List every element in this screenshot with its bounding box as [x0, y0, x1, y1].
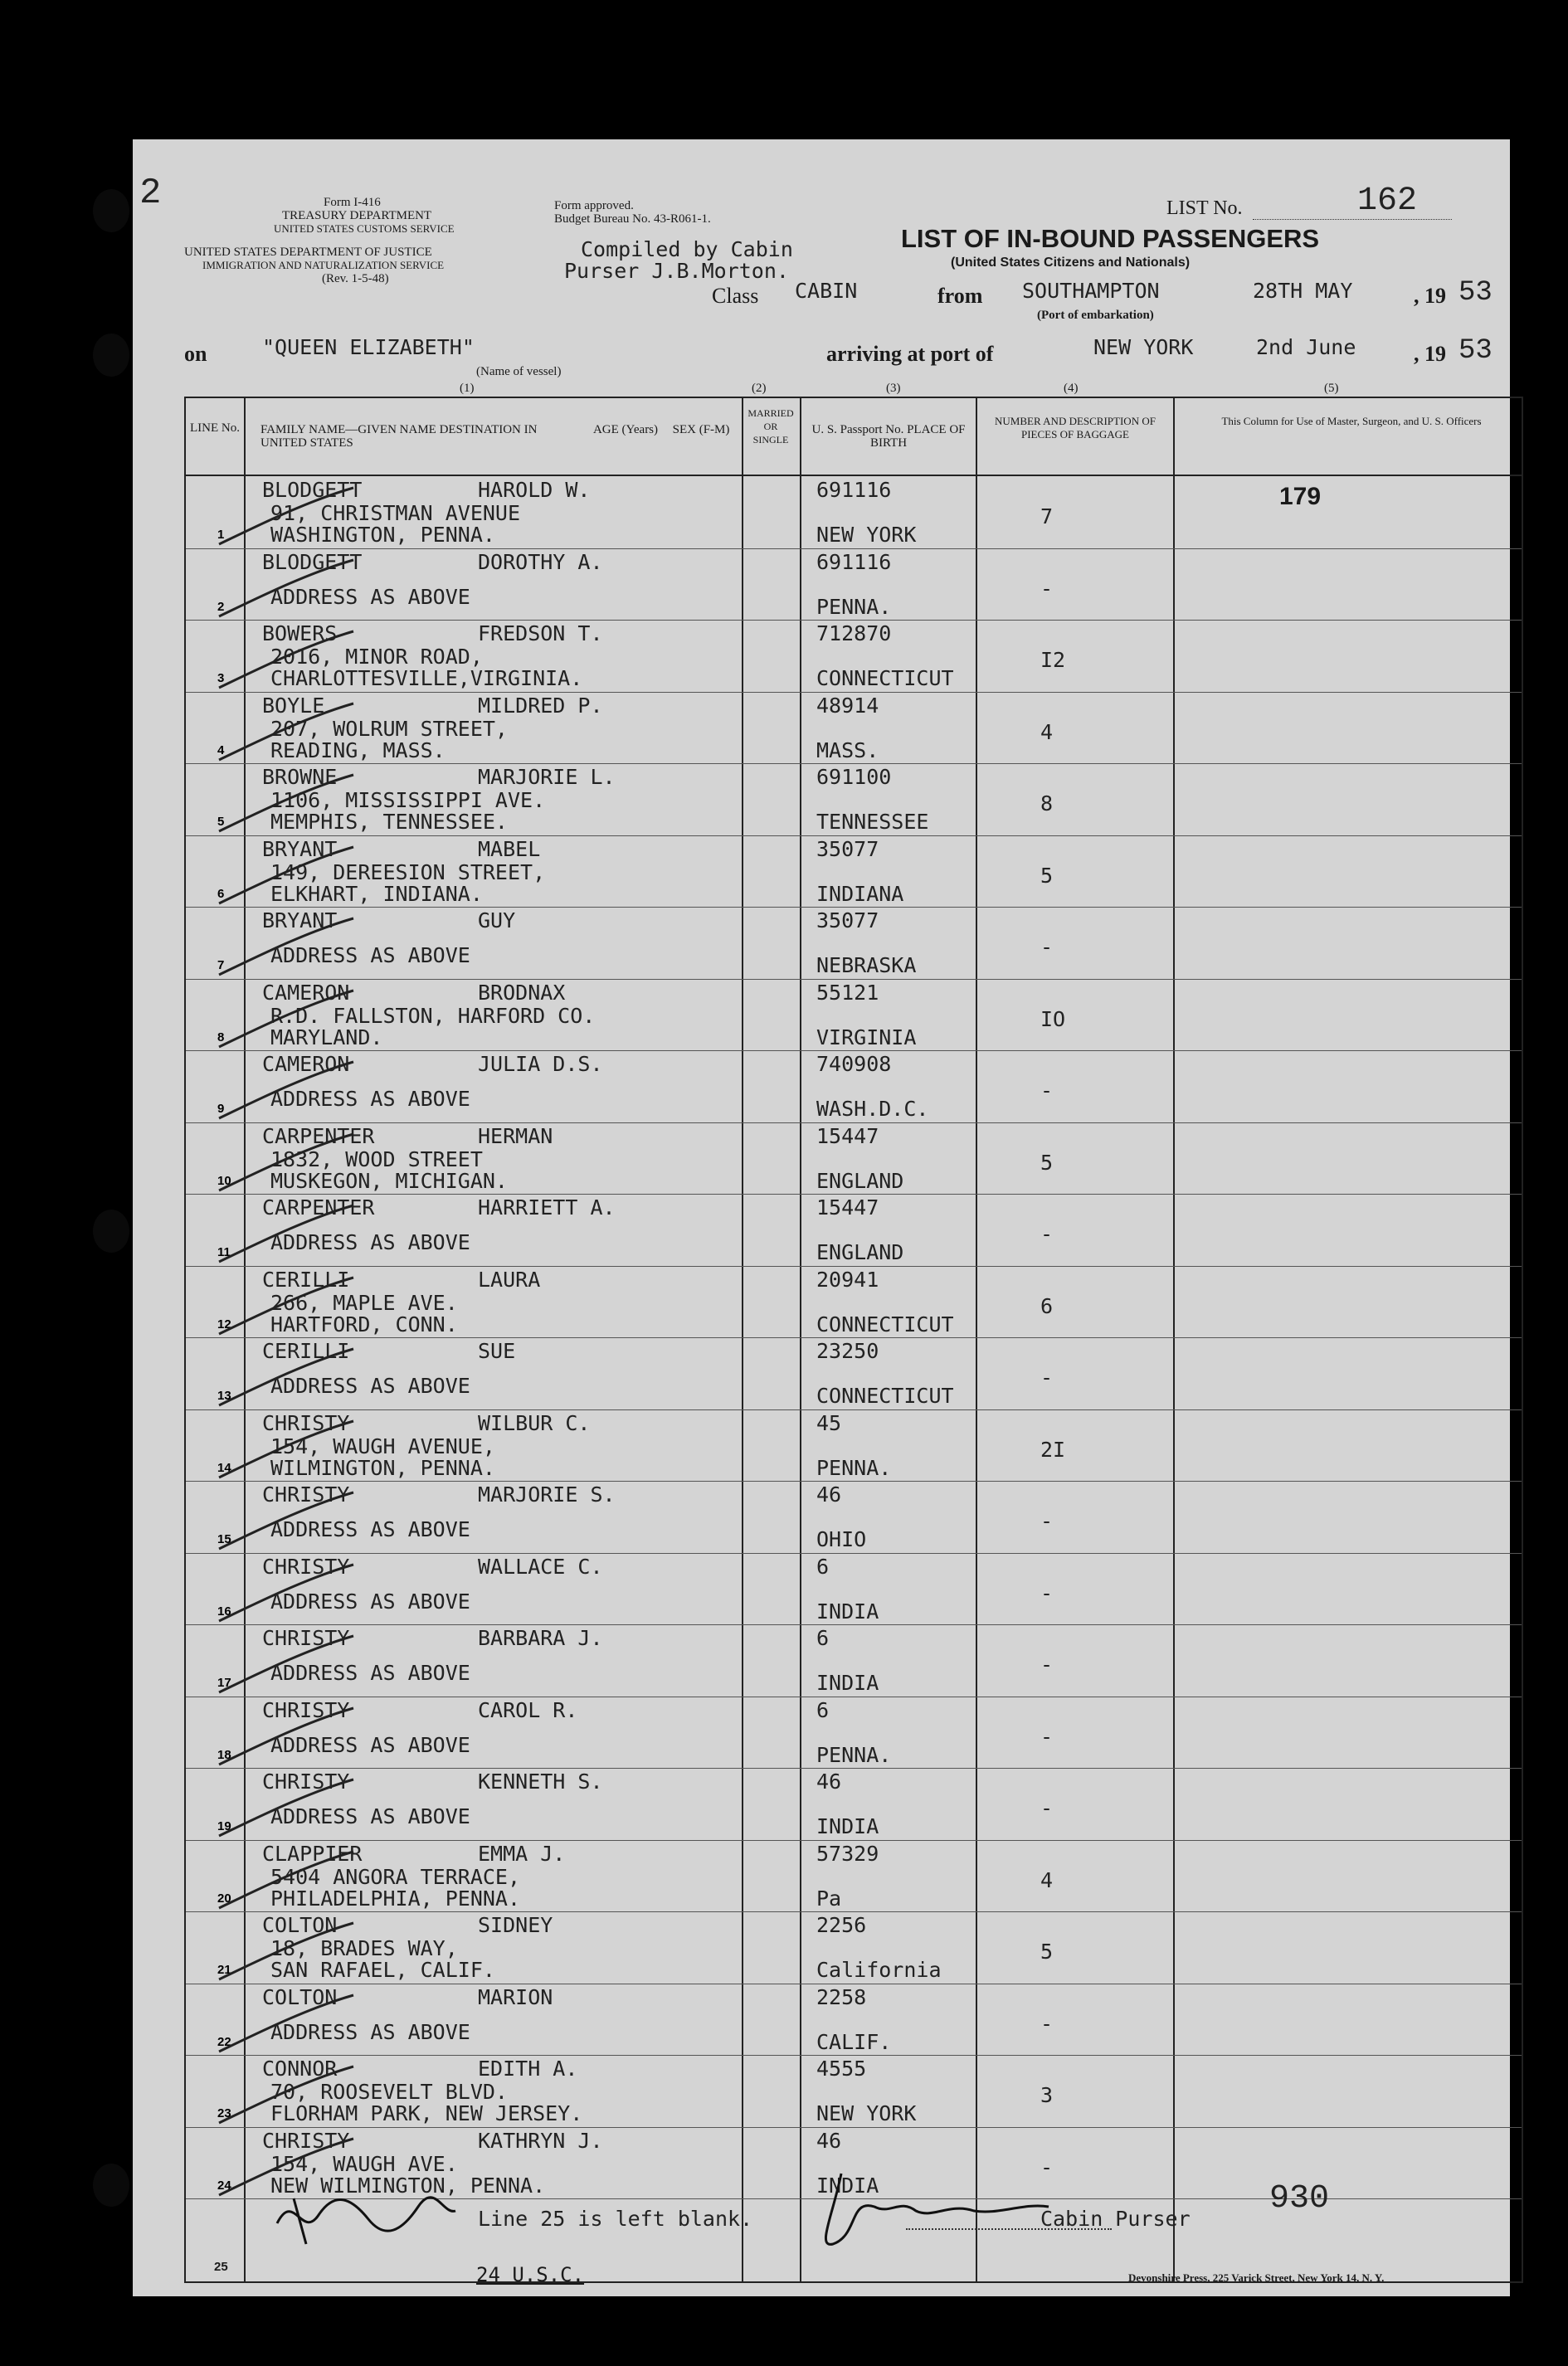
- code-reference: 24 U.S.C.: [476, 2263, 585, 2286]
- passport-number: 45: [816, 1410, 842, 1435]
- line-number: 15: [217, 1532, 231, 1546]
- address-line-2: MEMPHIS, TENNESSEE.: [270, 810, 508, 834]
- passport-number: 2258: [816, 1984, 867, 2009]
- dept-treasury: TREASURY DEPARTMENT: [282, 209, 432, 222]
- baggage-count: -: [1040, 1796, 1054, 1820]
- line-number: 20: [217, 1891, 231, 1906]
- baggage-count: -: [1040, 576, 1054, 601]
- col-header-sex: SEX (F-M): [672, 423, 730, 436]
- table-row: [186, 1768, 1522, 1840]
- signature-role: Cabin Purser: [1040, 2207, 1191, 2231]
- check-mark-icon: [216, 915, 357, 981]
- given-name: MILDRED P.: [478, 693, 603, 718]
- col-header-line: LINE No.: [190, 421, 240, 435]
- vessel-name: "QUEEN ELIZABETH": [262, 335, 475, 359]
- list-no-value: 162: [1357, 183, 1418, 220]
- baggage-count: -: [1040, 2011, 1054, 2036]
- line-number: 2: [217, 599, 225, 614]
- given-name: DOROTHY A.: [478, 549, 603, 574]
- officer-signature: [269, 2182, 460, 2248]
- place-of-birth: CALIF.: [816, 2029, 892, 2054]
- place-of-birth: CONNECTICUT: [816, 1312, 954, 1336]
- check-mark-icon: [216, 1418, 357, 1484]
- address-line-1: 154, WAUGH AVE.: [270, 2151, 458, 2176]
- family-name: COLTON: [262, 1913, 338, 1937]
- baggage-count: I2: [1040, 648, 1066, 672]
- baggage-count: -: [1040, 1222, 1054, 1246]
- baggage-count: -: [1040, 1580, 1054, 1605]
- col-header-officers: This Column for Use of Master, Surgeon, and U. S. Officers: [1221, 415, 1482, 427]
- dept-justice: UNITED STATES DEPARTMENT OF JUSTICE: [184, 246, 432, 259]
- from-label: from: [937, 284, 983, 308]
- family-name: CHRISTY: [262, 1482, 350, 1507]
- customs-service: UNITED STATES CUSTOMS SERVICE: [274, 222, 455, 235]
- year-prefix-2: , 19: [1414, 342, 1446, 366]
- class-value: CABIN: [795, 279, 858, 303]
- table-row: [186, 1624, 1522, 1697]
- baggage-count: 6: [1040, 1293, 1054, 1318]
- family-name: BLODGETT: [262, 549, 363, 574]
- line-25-note: Line 25 is left blank.: [478, 2207, 753, 2231]
- table-row: [186, 548, 1522, 621]
- check-mark-icon: [216, 844, 357, 910]
- given-name: HAROLD W.: [478, 478, 591, 502]
- passport-number: 46: [816, 2128, 842, 2153]
- passport-number: 46: [816, 1770, 842, 1794]
- col-num-1: (1): [460, 382, 475, 395]
- given-name: KENNETH S.: [478, 1770, 603, 1794]
- table-row: [186, 692, 1522, 764]
- address-line-2: MUSKEGON, MICHIGAN.: [270, 1168, 508, 1193]
- address-line-2: WASHINGTON, PENNA.: [270, 523, 495, 547]
- list-no-line: [1253, 219, 1452, 220]
- address-line-2: ELKHART, INDIANA.: [270, 881, 483, 906]
- family-name: CARPENTER: [262, 1123, 375, 1148]
- baggage-count: 5: [1040, 1940, 1054, 1964]
- passport-number: 15447: [816, 1195, 879, 1220]
- col-header-passport: U. S. Passport No. PLACE OF BIRTH: [811, 423, 966, 450]
- passenger-table: [184, 397, 1523, 2283]
- address-line-1: ADDRESS AS ABOVE: [270, 2019, 470, 2044]
- address-line-2: SAN RAFAEL, CALIF.: [270, 1958, 495, 1982]
- baggage-count: 5: [1040, 863, 1054, 888]
- col-header-name: FAMILY NAME—GIVEN NAME DESTINATION IN UNITED STATES: [261, 423, 538, 450]
- passport-number: 23250: [816, 1339, 879, 1363]
- check-mark-icon: [216, 628, 357, 694]
- arriving-label: arriving at port of: [826, 342, 994, 366]
- table-row: [186, 1337, 1522, 1409]
- line-number: 5: [217, 815, 225, 829]
- family-name: BROWNE: [262, 765, 338, 789]
- passport-number: 46: [816, 1482, 842, 1507]
- address-line-1: 1832, WOOD STREET: [270, 1146, 483, 1171]
- place-of-birth: OHIO: [816, 1527, 867, 1551]
- family-name: CAMERON: [262, 1052, 350, 1076]
- punch-hole: [93, 333, 129, 377]
- address-line-1: ADDRESS AS ABOVE: [270, 1804, 470, 1828]
- table-row: [186, 835, 1522, 908]
- family-name: CERILLI: [262, 1339, 350, 1363]
- class-label: Class: [712, 284, 759, 308]
- passport-number: 4555: [816, 2057, 867, 2081]
- given-name: HERMAN: [478, 1123, 553, 1148]
- baggage-count: -: [1040, 1078, 1054, 1103]
- printer-imprint: Devonshire Press, 225 Varick Street, New York 14, N. Y.: [1128, 2271, 1385, 2284]
- family-name: CHRISTY: [262, 1697, 350, 1722]
- col-header-married: MARRIED OR SINGLE: [747, 407, 794, 445]
- passport-number: 740908: [816, 1052, 892, 1076]
- given-name: BRODNAX: [478, 980, 566, 1005]
- passport-number: 15447: [816, 1123, 879, 1148]
- punch-hole: [93, 189, 129, 232]
- table-row: [186, 1266, 1522, 1338]
- on-label: on: [184, 342, 207, 366]
- baggage-count: -: [1040, 935, 1054, 959]
- table-row: [186, 1122, 1522, 1195]
- passport-number: 57329: [816, 1841, 879, 1866]
- baggage-count: 8: [1040, 791, 1054, 815]
- given-name: MARJORIE L.: [478, 765, 616, 789]
- arrival-port: NEW YORK: [1093, 335, 1194, 359]
- address-line-1: 2016, MINOR ROAD,: [270, 645, 483, 669]
- address-line-2: MARYLAND.: [270, 1025, 383, 1049]
- place-of-birth: PENNA.: [816, 1742, 892, 1767]
- col-header-age: AGE (Years): [592, 423, 659, 436]
- given-name: JULIA D.S.: [478, 1052, 603, 1076]
- address-line-1: 91, CHRISTMAN AVENUE: [270, 501, 521, 525]
- given-name: SIDNEY: [478, 1913, 553, 1937]
- place-of-birth: INDIANA: [816, 881, 904, 906]
- given-name: EDITH A.: [478, 2057, 578, 2081]
- line-number: 19: [217, 1819, 231, 1833]
- passport-number: 6: [816, 1626, 830, 1650]
- punch-hole: [93, 1210, 129, 1253]
- table-row: [186, 476, 1522, 548]
- given-name: MARION: [478, 1984, 553, 2009]
- address-line-1: ADDRESS AS ABOVE: [270, 1732, 470, 1757]
- line-number: 21: [217, 1963, 231, 1977]
- place-of-birth: NEBRASKA: [816, 953, 917, 977]
- family-name: CHRISTY: [262, 1554, 350, 1579]
- baggage-count: 2I: [1040, 1437, 1066, 1462]
- line-number: 9: [217, 1102, 225, 1116]
- address-line-1: ADDRESS AS ABOVE: [270, 1087, 470, 1111]
- address-line-1: 154, WAUGH AVENUE,: [270, 1434, 495, 1458]
- family-name: CONNOR: [262, 2057, 338, 2081]
- check-mark-icon: [216, 987, 357, 1054]
- place-of-birth: California: [816, 1958, 942, 1982]
- family-name: CARPENTER: [262, 1195, 375, 1220]
- list-no-label: LIST No.: [1166, 197, 1243, 219]
- passport-number: 48914: [816, 693, 879, 718]
- line-number: 24: [217, 2178, 231, 2193]
- form-number: Form I-416: [324, 196, 381, 209]
- family-name: BOWERS: [262, 621, 338, 645]
- line-number: 3: [217, 671, 225, 685]
- table-row: [186, 1840, 1522, 1912]
- col-num-2: (2): [752, 382, 767, 395]
- family-name: BRYANT: [262, 908, 338, 932]
- departure-date: 28TH MAY: [1253, 279, 1353, 303]
- given-name: WALLACE C.: [478, 1554, 603, 1579]
- check-mark-icon: [216, 772, 357, 838]
- form-title: LIST OF IN-BOUND PASSENGERS: [901, 224, 1320, 253]
- budget-bureau: Budget Bureau No. 43-R061-1.: [554, 212, 711, 226]
- place-of-birth: PENNA.: [816, 594, 892, 619]
- port-embark-note: (Port of embarkation): [1037, 309, 1154, 322]
- table-row: [186, 1409, 1522, 1482]
- passport-number: 55121: [816, 980, 879, 1005]
- officer-stamp: 179: [1279, 483, 1322, 510]
- passport-number: 712870: [816, 621, 892, 645]
- line-number: 17: [217, 1676, 231, 1690]
- place-of-birth: WASH.D.C.: [816, 1097, 929, 1121]
- place-of-birth: PENNA.: [816, 1455, 892, 1480]
- passport-number: 20941: [816, 1267, 879, 1292]
- line-number: 7: [217, 958, 225, 972]
- address-line-2: READING, MASS.: [270, 738, 446, 762]
- table-row: [186, 1194, 1522, 1266]
- address-line-1: 18, BRADES WAY,: [270, 1936, 458, 1960]
- given-name: GUY: [478, 908, 516, 932]
- given-name: KATHRYN J.: [478, 2128, 603, 2153]
- col-header-baggage: NUMBER AND DESCRIPTION OF PIECES OF BAGGAGE: [995, 415, 1156, 441]
- address-line-2: NEW WILMINGTON, PENNA.: [270, 2173, 546, 2198]
- baggage-count: -: [1040, 2154, 1054, 2179]
- family-name: CHRISTY: [262, 1770, 350, 1794]
- passport-number: 691116: [816, 549, 892, 574]
- check-mark-icon: [216, 1705, 357, 1771]
- check-mark-icon: [216, 1633, 357, 1699]
- place-of-birth: NEW YORK: [816, 2101, 917, 2125]
- place-of-birth: Pa: [816, 1886, 842, 1911]
- address-line-1: ADDRESS AS ABOVE: [270, 1517, 470, 1541]
- check-mark-icon: [216, 2063, 357, 2130]
- place-of-birth: ENGLAND: [816, 1168, 904, 1193]
- line-number-25: 25: [214, 2260, 228, 2274]
- line-number: 12: [217, 1317, 231, 1331]
- address-line-1: 266, MAPLE AVE.: [270, 1290, 458, 1315]
- address-line-1: ADDRESS AS ABOVE: [270, 584, 470, 609]
- family-name: BOYLE: [262, 693, 325, 718]
- table-row: [186, 907, 1522, 979]
- family-name: CHRISTY: [262, 1626, 350, 1650]
- check-mark-icon: [216, 1202, 357, 1268]
- family-name: BLODGETT: [262, 478, 363, 502]
- ins-service: IMMIGRATION AND NATURALIZATION SERVICE: [202, 259, 445, 271]
- given-name: BARBARA J.: [478, 1626, 603, 1650]
- check-mark-icon: [216, 700, 357, 767]
- passport-number: 35077: [816, 908, 879, 932]
- place-of-birth: CONNECTICUT: [816, 666, 954, 690]
- place-of-birth: TENNESSEE: [816, 810, 929, 834]
- check-mark-icon: [216, 1059, 357, 1125]
- check-mark-icon: [216, 1346, 357, 1412]
- place-of-birth: CONNECTICUT: [816, 1384, 954, 1408]
- table-row: [186, 620, 1522, 692]
- given-name: LAURA: [478, 1267, 541, 1292]
- form-subtitle: (United States Citizens and Nationals): [951, 256, 1191, 270]
- address-line-1: 70, ROOSEVELT BLVD.: [270, 2080, 508, 2104]
- given-name: MARJORIE S.: [478, 1482, 616, 1507]
- baggage-count: -: [1040, 1724, 1054, 1749]
- check-mark-icon: [216, 1992, 357, 2058]
- table-row: [186, 1911, 1522, 1984]
- place-of-birth: ENGLAND: [816, 1240, 904, 1264]
- compiled-by-purser: Purser J.B.Morton.: [564, 259, 789, 283]
- family-name: CHRISTY: [262, 1410, 350, 1435]
- line-number: 22: [217, 2034, 231, 2049]
- corner-note: 930: [1269, 2180, 1330, 2218]
- line-number: 8: [217, 1030, 225, 1044]
- address-line-1: ADDRESS AS ABOVE: [270, 1230, 470, 1254]
- address-line-1: ADDRESS AS ABOVE: [270, 1661, 470, 1685]
- table-row: [186, 1697, 1522, 1769]
- baggage-count: 5: [1040, 1150, 1054, 1175]
- passport-number: 35077: [816, 836, 879, 861]
- passport-number: 691100: [816, 765, 892, 789]
- check-mark-icon: [216, 557, 357, 623]
- check-mark-icon: [216, 1489, 357, 1555]
- check-mark-icon: [216, 1131, 357, 1197]
- address-line-1: 149, DEREESION STREET,: [270, 859, 546, 884]
- check-mark-icon: [216, 1920, 357, 1986]
- arrival-date: 2nd June: [1256, 335, 1356, 359]
- given-name: FREDSON T.: [478, 621, 603, 645]
- given-name: HARRIETT A.: [478, 1195, 616, 1220]
- address-line-2: FLORHAM PARK, NEW JERSEY.: [270, 2101, 583, 2125]
- family-name: COLTON: [262, 1984, 338, 2009]
- baggage-count: 7: [1040, 504, 1054, 528]
- year-2: 53: [1458, 335, 1493, 367]
- line-number: 11: [217, 1245, 231, 1259]
- line-number: 6: [217, 886, 225, 901]
- given-name: MABEL: [478, 836, 541, 861]
- place-of-birth: INDIA: [816, 1671, 879, 1695]
- address-line-1: R.D. FALLSTON, HARFORD CO.: [270, 1003, 596, 1028]
- table-row: [186, 1481, 1522, 1553]
- place-of-birth: INDIA: [816, 2173, 879, 2198]
- given-name: EMMA J.: [478, 1841, 566, 1866]
- check-mark-icon: [216, 1776, 357, 1843]
- given-name: WILBUR C.: [478, 1410, 591, 1435]
- family-name: CHRISTY: [262, 2128, 350, 2153]
- line-number: 1: [217, 528, 225, 542]
- line-number: 10: [217, 1173, 231, 1188]
- given-name: SUE: [478, 1339, 516, 1363]
- port-of-embarkation: SOUTHAMPTON: [1022, 279, 1160, 303]
- address-line-1: ADDRESS AS ABOVE: [270, 1589, 470, 1614]
- form-approved: Form approved.: [554, 199, 634, 212]
- address-line-2: CHARLOTTESVILLE,VIRGINIA.: [270, 666, 583, 690]
- address-line-2: PHILADELPHIA, PENNA.: [270, 1886, 521, 1911]
- line-number: 16: [217, 1604, 231, 1619]
- baggage-count: IO: [1040, 1006, 1066, 1031]
- passport-number: 6: [816, 1554, 830, 1579]
- passport-number: 6: [816, 1697, 830, 1722]
- baggage-count: -: [1040, 1509, 1054, 1533]
- col-num-3: (3): [886, 382, 901, 395]
- line-number: 14: [217, 1460, 231, 1475]
- family-name: CLAPPIER: [262, 1841, 363, 1866]
- baggage-count: 4: [1040, 1867, 1054, 1892]
- address-line-1: 1106, MISSISSIPPI AVE.: [270, 788, 546, 812]
- table-row: [186, 1050, 1522, 1122]
- baggage-count: -: [1040, 1366, 1054, 1390]
- baggage-count: 4: [1040, 719, 1054, 744]
- address-line-2: HARTFORD, CONN.: [270, 1312, 458, 1336]
- line-number: 4: [217, 742, 225, 757]
- family-name: CAMERON: [262, 980, 350, 1005]
- baggage-count: 3: [1040, 2083, 1054, 2107]
- check-mark-icon: [216, 1561, 357, 1628]
- place-of-birth: NEW YORK: [816, 523, 917, 547]
- compiled-by: Compiled by Cabin: [581, 237, 793, 261]
- line-number: 23: [217, 2106, 231, 2120]
- place-of-birth: INDIA: [816, 1599, 879, 1624]
- passport-number: 691116: [816, 478, 892, 502]
- family-name: BRYANT: [262, 836, 338, 861]
- year-prefix-1: , 19: [1414, 284, 1446, 308]
- given-name: CAROL R.: [478, 1697, 578, 1722]
- place-of-birth: MASS.: [816, 738, 879, 762]
- baggage-count: -: [1040, 1653, 1054, 1677]
- address-line-1: 207, WOLRUM STREET,: [270, 716, 508, 741]
- address-line-1: 5404 ANGORA TERRACE,: [270, 1864, 521, 1889]
- year-1: 53: [1458, 277, 1493, 309]
- place-of-birth: VIRGINIA: [816, 1025, 917, 1049]
- line-number: 18: [217, 1747, 231, 1762]
- table-row: [186, 979, 1522, 1051]
- check-mark-icon: [216, 1848, 357, 1915]
- line-number: 13: [217, 1389, 231, 1403]
- purser-signature: [808, 2165, 1057, 2256]
- check-mark-icon: [216, 484, 357, 551]
- punch-hole: [93, 2164, 129, 2207]
- place-of-birth: INDIA: [816, 1814, 879, 1838]
- margin-mark: 2: [139, 173, 162, 214]
- table-row: [186, 1984, 1522, 2056]
- vessel-note: (Name of vessel): [476, 365, 562, 378]
- address-line-1: ADDRESS AS ABOVE: [270, 1374, 470, 1398]
- family-name: CERILLI: [262, 1267, 350, 1292]
- col-num-5: (5): [1324, 382, 1339, 395]
- address-line-1: ADDRESS AS ABOVE: [270, 943, 470, 967]
- table-row: [186, 2055, 1522, 2127]
- passport-number: 2256: [816, 1913, 867, 1937]
- address-line-2: WILMINGTON, PENNA.: [270, 1455, 495, 1480]
- check-mark-icon: [216, 1274, 357, 1341]
- table-row: [186, 1553, 1522, 1625]
- table-row: [186, 763, 1522, 835]
- col-num-4: (4): [1064, 382, 1079, 395]
- revision: (Rev. 1-5-48): [322, 272, 389, 285]
